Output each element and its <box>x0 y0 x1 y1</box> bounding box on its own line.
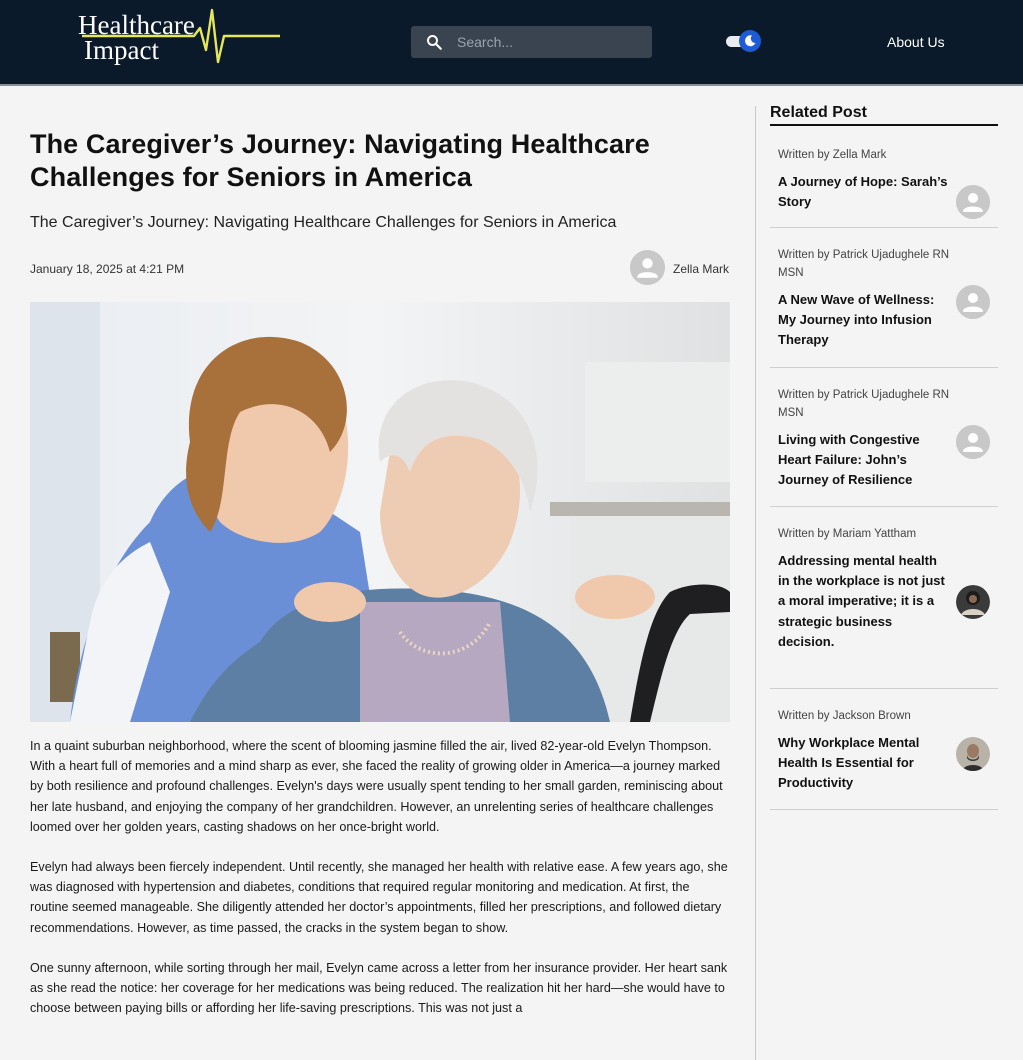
author-photo-icon <box>956 585 990 619</box>
logo-graphic <box>76 6 282 70</box>
logo-text-line2: Impact <box>84 35 159 65</box>
user-placeholder-icon <box>956 425 990 459</box>
moon-icon <box>743 34 757 48</box>
article-paragraph: In a quaint suburban neighborhood, where the scent of blooming jasmine filled the air, lived 82-year-old Evelyn Thompson. With a heart full of memories and a mind sharp as ever, she faced the reality of growing older in America—a journey marked by both resilience and profound challenges. Evelyn's days were usually spent tending to her small garden, reminiscing about her late husband, and enjoying the company of her grandchildren. However, an unrelenting series of healthcare challenges loomed over her golden years, casting shadows on her once-bright world. <box>30 739 723 834</box>
post-author-avatar <box>956 425 990 459</box>
post-author: Written by Patrick Ujadughele RN MSN <box>778 249 950 279</box>
publish-date: January 18, 2025 at 4:21 PM <box>30 262 185 276</box>
post-author-avatar <box>956 737 990 771</box>
about-us-link[interactable]: About Us <box>887 34 945 50</box>
post-title-link[interactable]: Why Workplace Mental Health Is Essential for Productivity <box>778 735 920 791</box>
toggle-knob <box>739 30 761 52</box>
article-body <box>30 736 730 1038</box>
column-divider <box>755 106 756 1060</box>
post-author-avatar <box>956 285 990 319</box>
related-posts-sidebar <box>770 104 998 810</box>
article-paragraph: Evelyn had always been fiercely independent. Until recently, she managed her health with relative ease. A few years ago, she was diagnosed with hypertension and diabetes, conditions that required regular monitoring and medication. At first, the routine seemed manageable. She diligently attended her doctor’s appointments, filled her prescriptions, and followed dietary recommendations. However, as time passed, the cracks in the system began to show. <box>30 860 728 935</box>
related-post-card[interactable] <box>770 228 998 368</box>
top-navbar <box>0 0 1023 86</box>
post-title-link[interactable]: Addressing mental health in the workplace is not just a moral imperative; it is a strategic business decision. <box>778 553 945 649</box>
search-icon <box>425 33 443 51</box>
post-author: Written by Zella Mark <box>778 149 887 161</box>
related-post-card[interactable] <box>770 368 998 507</box>
user-placeholder-icon <box>956 185 990 219</box>
search-bar[interactable] <box>411 26 652 58</box>
user-placeholder-icon <box>630 250 665 285</box>
search-input[interactable] <box>457 26 647 58</box>
post-author: Written by Mariam Yattham <box>778 528 917 540</box>
related-post-card[interactable] <box>770 126 998 228</box>
article-title: The Caregiver’s Journey: Navigating Healthcare Challenges for Seniors in America <box>30 129 650 192</box>
dark-mode-toggle[interactable] <box>725 30 761 52</box>
related-post-card[interactable] <box>770 507 998 689</box>
article-header <box>30 128 730 276</box>
article-subtitle: The Caregiver’s Journey: Navigating Healthcare Challenges for Seniors in America <box>30 214 617 231</box>
logo-text-line1: Healthcare <box>78 10 195 40</box>
post-author-avatar <box>956 185 990 219</box>
post-author-avatar <box>956 585 990 619</box>
author-name[interactable]: Zella Mark <box>673 262 730 276</box>
related-post-card[interactable] <box>770 689 998 810</box>
post-title-link[interactable]: A New Wave of Wellness: My Journey into Infusion Therapy <box>778 292 935 348</box>
article-meta <box>30 250 730 286</box>
author-avatar[interactable] <box>630 250 665 285</box>
related-post-heading: Related Post <box>770 104 998 126</box>
user-placeholder-icon <box>956 285 990 319</box>
post-author: Written by Patrick Ujadughele RN MSN <box>778 389 950 419</box>
author-photo-icon <box>956 737 990 771</box>
article-hero-image <box>30 302 730 722</box>
caregiver-photo <box>30 302 730 722</box>
site-logo[interactable] <box>76 6 282 70</box>
post-author: Written by Jackson Brown <box>778 710 911 722</box>
post-title-link[interactable]: A Journey of Hope: Sarah’s Story <box>778 174 948 210</box>
post-title-link[interactable]: Living with Congestive Heart Failure: John’s Journey of Resilience <box>778 432 920 488</box>
article-paragraph: One sunny afternoon, while sorting through her mail, Evelyn came across a letter from her insurance provider. Her heart sank as she read the notice: her coverage for her medications was being reduced. The realization hit her hard—she would have to choose between paying bills or affording her life-saving prescriptions. This was not just a <box>30 960 728 1016</box>
